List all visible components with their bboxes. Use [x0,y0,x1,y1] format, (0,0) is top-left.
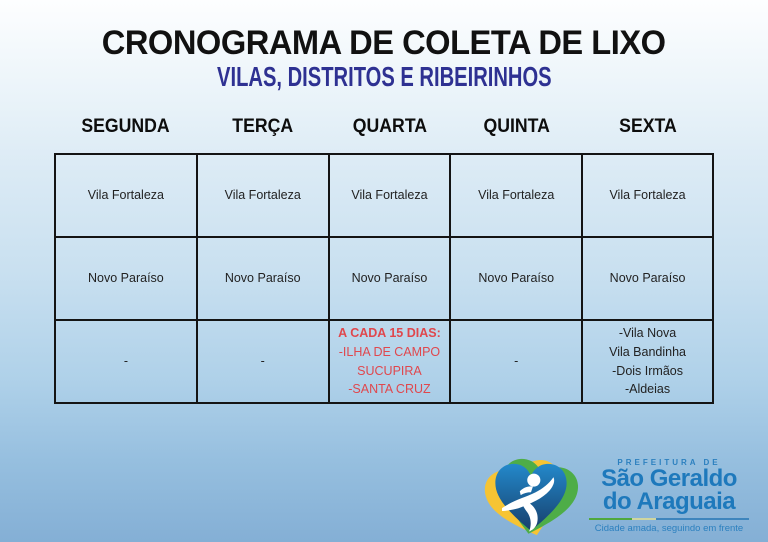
weekday-header-segunda: SEGUNDA [80,116,170,137]
prefecture-name-line2: do Araguaia [602,487,736,515]
logo-divider-line [589,518,749,521]
prefecture-name-line1: São Geraldo [601,464,737,492]
table-cell-r1-c3 [450,237,582,320]
page-title-text: CRONOGRAMA DE COLETA DE LIXO [102,24,666,62]
table-cell-r2-c3 [450,320,582,403]
table-cell-r0-c3 [450,154,582,237]
cell-line: -Aldeias [624,382,671,397]
prefecture-logo [484,453,753,539]
table-cell-r0-c2 [329,154,451,237]
cell-line: - [123,354,128,369]
cell-line: - [514,354,519,369]
prefecture-tagline: Cidade amada, seguindo em frente [594,523,744,535]
cell-line: Vila Fortaleza [224,188,301,203]
cell-line: Vila Fortaleza [478,188,555,203]
table-cell-r1-c1 [197,237,329,320]
cell-line: Vila Fortaleza [351,188,428,203]
table-cell-r0-c4 [582,154,713,237]
schedule-table [54,153,714,404]
page-subtitle-text: VILAS, DISTRITOS E RIBEIRINHOS [216,61,552,92]
cell-line: -Dois Irmãos [612,363,683,378]
weekday-header-row [54,113,714,141]
table-cell-r2-c2 [329,320,451,403]
page-title [0,24,768,63]
cell-line: - [260,354,265,369]
table-cell-r0-c1 [197,154,329,237]
heart-with-person-icon [484,453,578,539]
prefecture-wordmark [585,458,753,534]
cell-line: Novo Paraíso [224,271,301,286]
prefecture-prefix: PREFEITURA DE [617,457,721,467]
table-cell-r2-c1 [197,320,329,403]
weekday-header-sexta: SEXTA [619,116,678,137]
cell-line: Vila Fortaleza [87,188,164,203]
cell-line: Novo Paraíso [609,271,686,286]
cell-line: -Vila Nova [618,326,677,340]
table-cell-r2-c0 [55,320,197,403]
table-cell-r1-c2 [329,237,451,320]
cell-line: Novo Paraíso [478,271,555,286]
weekday-header-quarta: QUARTA [352,116,427,137]
weekday-header-terca: TERÇA [231,116,293,137]
page-subtitle [0,61,768,93]
cell-line: Novo Paraíso [351,271,428,286]
cell-line: -ILHA DE CAMPO [338,344,441,359]
table-cell-r2-c4 [582,320,713,403]
cell-line: Vila Fortaleza [609,188,686,203]
cell-line: SUCUPIRA [357,363,422,378]
cell-heading: A CADA 15 DIAS: [338,326,441,340]
table-cell-r1-c0 [55,237,197,320]
table-cell-r1-c4 [582,237,713,320]
cell-line: -SANTA CRUZ [348,382,431,397]
cell-line: Vila Bandinha [609,344,686,359]
weekday-header-quinta: QUINTA [483,116,550,137]
cell-line: Novo Paraíso [88,271,164,286]
table-cell-r0-c0 [55,154,197,237]
